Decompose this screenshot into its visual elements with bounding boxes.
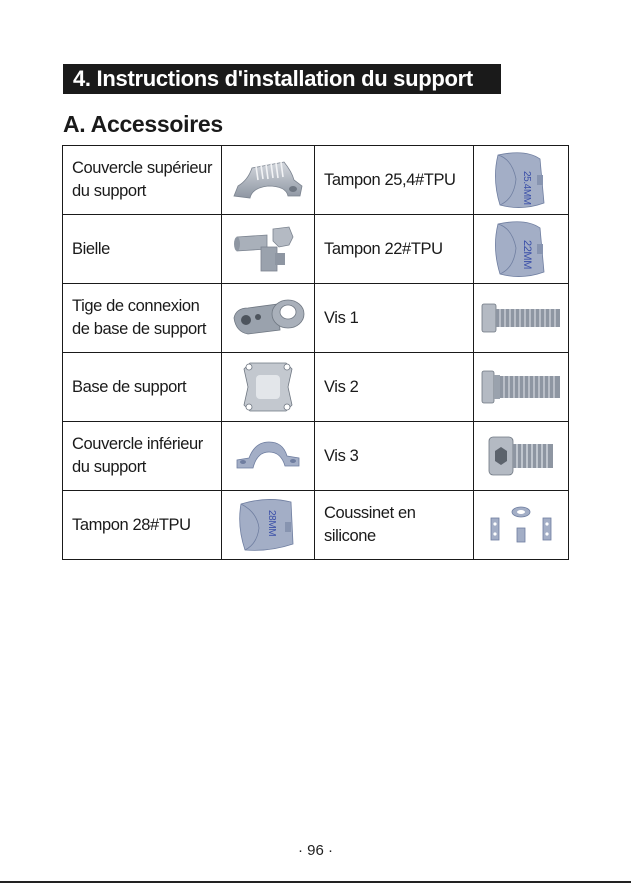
- svg-text:28MM: 28MM: [266, 510, 277, 537]
- svg-text:25.4MM: 25.4MM: [521, 171, 532, 205]
- table-row: [63, 353, 569, 422]
- part-name: Couvercle inférieur du support: [63, 422, 222, 491]
- part-name: Vis 2: [315, 353, 474, 422]
- table-row: [63, 146, 569, 215]
- top-cover-icon: [228, 152, 308, 208]
- page-number: · 96 ·: [297, 842, 333, 859]
- part-name: Base de support: [63, 353, 222, 422]
- part-name: Coussinet en silicone: [315, 491, 474, 560]
- connecting-rod-icon: [233, 221, 303, 277]
- pad-22-icon: [486, 218, 556, 280]
- table-row: [63, 284, 569, 353]
- part-name: Tampon 25,4#TPU: [315, 146, 474, 215]
- accessories-table: [62, 145, 569, 560]
- part-name: Tampon 22#TPU: [315, 215, 474, 284]
- pad-28-icon: [233, 494, 303, 556]
- part-name: Vis 1: [315, 284, 474, 353]
- part-name: Vis 3: [315, 422, 474, 491]
- table-row: [63, 491, 569, 560]
- table-row: [63, 215, 569, 284]
- screw-2-icon: [478, 365, 564, 409]
- pad-25-4-icon: [486, 149, 556, 211]
- screw-1-icon: [478, 298, 564, 338]
- connection-rod-icon: [228, 290, 308, 346]
- table-row: [63, 422, 569, 491]
- subsection-title: A. Accessoires: [63, 111, 223, 137]
- bottom-cover-icon: [233, 434, 303, 478]
- screw-3-icon: [483, 431, 559, 481]
- part-name: Tampon 28#TPU: [63, 491, 222, 560]
- section-title: 4. Instructions d'installation du support: [63, 64, 501, 94]
- silicone-pad-icon: [481, 500, 561, 550]
- part-name: Bielle: [63, 215, 222, 284]
- svg-text:22MM: 22MM: [521, 240, 533, 269]
- part-name: Couvercle supérieur du support: [63, 146, 222, 215]
- part-name: Tige de connexion de base de support: [63, 284, 222, 353]
- support-base-icon: [238, 357, 298, 417]
